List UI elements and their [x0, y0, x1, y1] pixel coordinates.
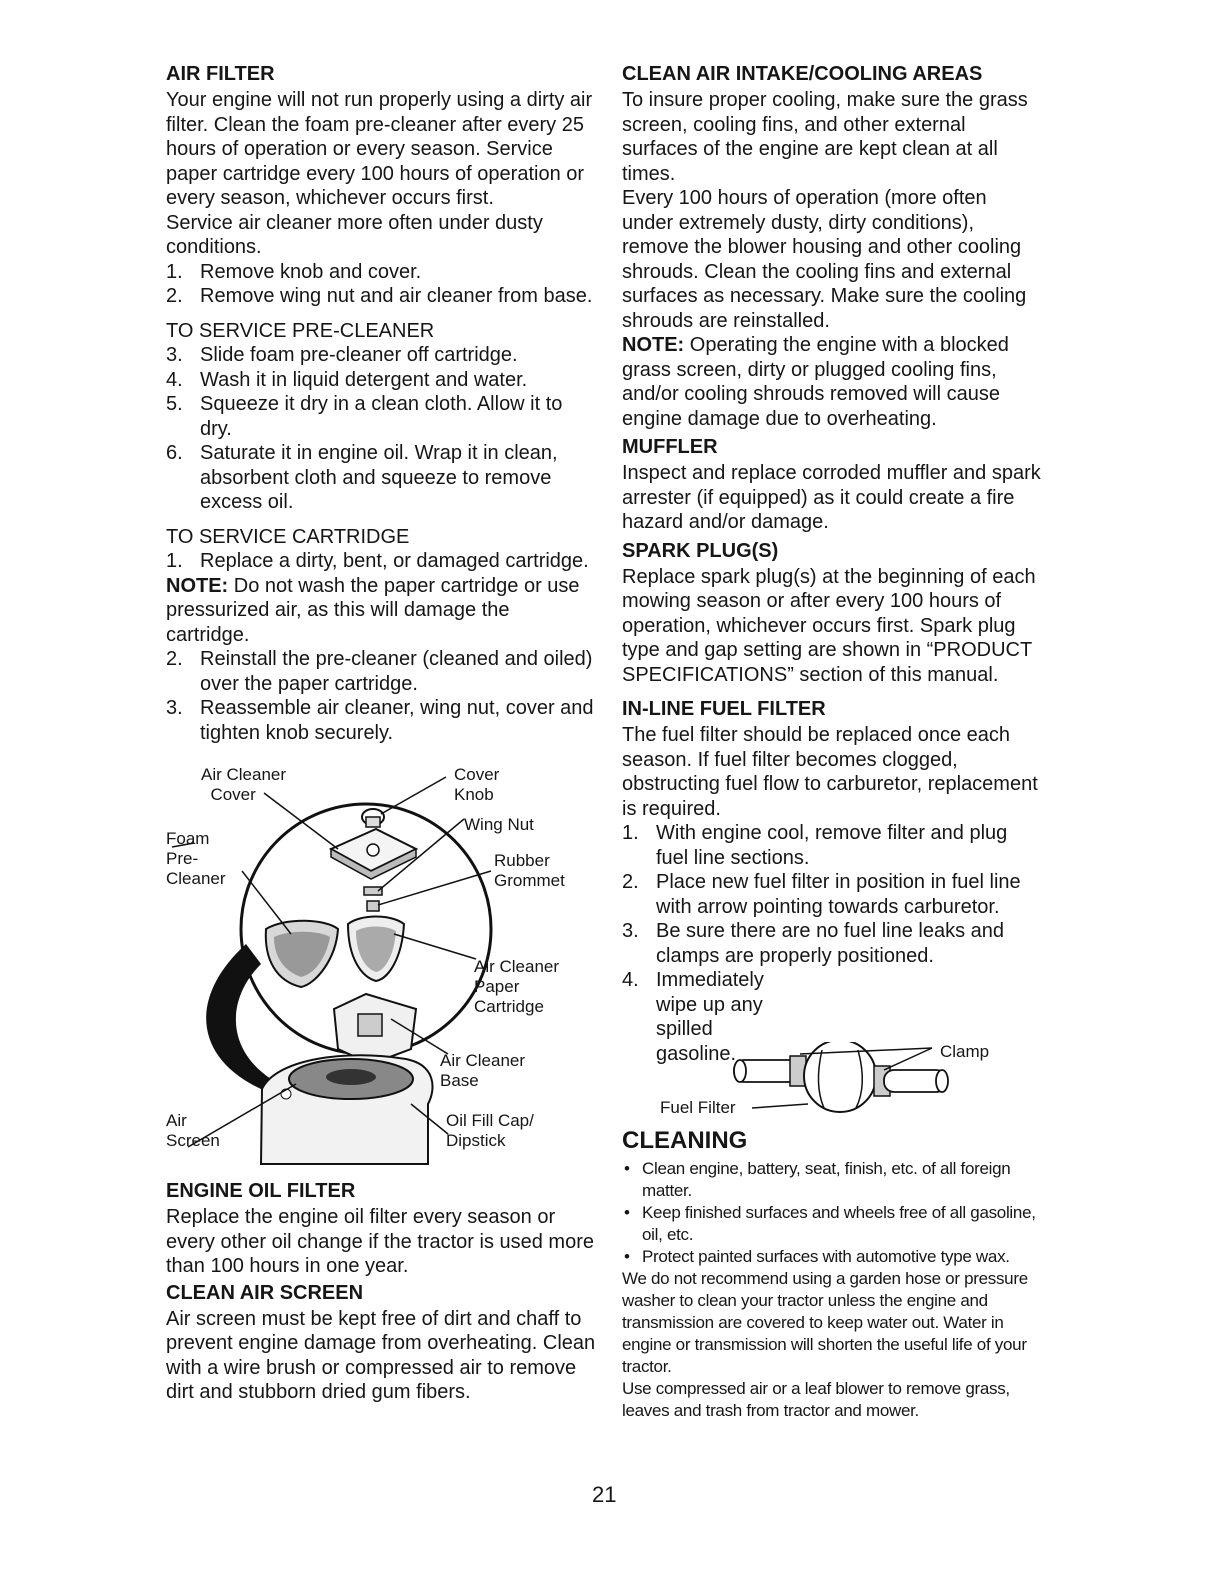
list-item: 1. Remove knob and cover. — [166, 260, 422, 283]
list-item: • Protect painted surfaces with automotive type wax. — [624, 1247, 1010, 1266]
muffler-heading: MUFFLER — [622, 436, 718, 458]
air-filter-steps — [166, 260, 596, 309]
list-item: • Keep finished surfaces and wheels free of all gasoline, oil, etc. — [624, 1203, 1036, 1244]
list-item: 2. Place new fuel filter in position in fuel line with arrow pointing towards carburetor. — [622, 871, 1021, 918]
list-item: 2. Reinstall the pre-cleaner (cleaned and oiled) over the paper cartridge. — [166, 648, 593, 695]
label-air-cleaner-cover: Air Cleaner Cover — [201, 765, 287, 804]
cartridge-note: NOTE: Do not wash the paper cartridge or use pressurized air, as this will damage the cartridge. — [166, 574, 580, 646]
clean-air-intake-p1: To insure proper cooling, make sure the grass screen, cooling fins, and other external surfaces of the engine are kept clean at all times. — [622, 89, 1028, 185]
air-filter-heading: AIR FILTER — [166, 63, 275, 85]
inline-fuel-filter-text: The fuel filter should be replaced once each season. If fuel filter becomes clogged, obstructing fuel flow to carburetor, replacement is required. — [622, 724, 1038, 820]
note-label: NOTE: — [622, 334, 685, 356]
engine-oil-filter-heading: ENGINE OIL FILTER — [166, 1180, 356, 1202]
cartridge-heading: TO SERVICE CARTRIDGE — [166, 525, 410, 548]
fuel-filter-steps — [622, 821, 1042, 1066]
clean-air-screen-text: Air screen must be kept free of dirt and chaff to prevent engine damage from overheating. Clean with a wire brush or compressed air to remove dirt and stubborn dried gum fibers. — [166, 1307, 596, 1403]
muffler-text: Inspect and replace corroded muffler and spark arrester (if equipped) as it could create a fire hazard and/or damage. — [622, 462, 1041, 533]
label-fuel-filter: Fuel Filter — [660, 1098, 736, 1117]
note-label: NOTE: — [166, 574, 229, 597]
air-filter-intro: Your engine will not run properly using a dirty air filter. Clean the foam pre-cleaner after every 25 hours of operation or every season. Service paper cartridge every 100 hours of operation or every season, whichever occurs first. — [166, 89, 593, 209]
label-air-cleaner-base: Air Cleaner Base — [440, 1051, 526, 1090]
label-foam-pre-cleaner: Foam Pre- Cleaner — [166, 829, 226, 888]
clean-air-intake-note: NOTE: Operating the engine with a blocked grass screen, dirty or plugged cooling fins, and/or cooling shrouds removed will cause engine damage due to overheating. — [622, 334, 1009, 430]
spark-plugs-text: Replace spark plug(s) at the beginning of each mowing season or after every 100 hours of operation, whichever occurs first. Spark plug type and gap setting are shown in “PRODUCT SPECIFICATIONS” section of this manual. — [622, 565, 1036, 686]
cleaning-p2: Use compressed air or a leaf blower to remove grass, leaves and trash from tractor and mower. — [622, 1379, 1010, 1420]
spark-plugs-heading: SPARK PLUG(S) — [622, 539, 779, 562]
inline-fuel-filter-heading: IN-LINE FUEL FILTER — [622, 698, 826, 720]
left-column — [166, 62, 596, 1405]
list-item: 3. Slide foam pre-cleaner off cartridge. — [166, 344, 518, 366]
engine-oil-filter-text: Replace the engine oil filter every season or every other oil change if the tractor is used more than 100 hours in one year. — [166, 1206, 594, 1277]
clean-air-screen-heading: CLEAN AIR SCREEN — [166, 1281, 364, 1304]
fuel-filter-diagram — [622, 1042, 1042, 1120]
pre-cleaner-heading: TO SERVICE PRE-CLEANER — [166, 319, 435, 342]
label-cover-knob: Cover Knob — [454, 765, 500, 804]
label-air-screen: Air Screen — [166, 1111, 220, 1150]
air-cleaner-diagram — [166, 759, 596, 1169]
cartridge-steps-2 — [166, 647, 596, 745]
cleaning-heading: CLEANING — [622, 1127, 748, 1154]
page-number: 21 — [592, 1482, 617, 1507]
list-item: 1. Replace a dirty, bent, or damaged cartridge. — [166, 550, 589, 572]
cleaning-bullets — [622, 1158, 1042, 1268]
label-clamp: Clamp — [940, 1042, 990, 1061]
pre-cleaner-steps — [166, 343, 596, 515]
list-item: 6. Saturate it in engine oil. Wrap it in clean, absorbent cloth and squeeze to remove excess oil. — [166, 442, 558, 513]
label-air-cleaner-paper-cartridge: Air Cleaner Paper Cartridge — [474, 957, 560, 1016]
label-wing-nut: Wing Nut — [464, 815, 534, 834]
list-item: 5. Squeeze it dry in a clean cloth. Allow it to dry. — [166, 393, 563, 440]
list-item: 3. Be sure there are no fuel line leaks and clamps are properly positioned. — [622, 920, 1004, 967]
clean-air-intake-heading: CLEAN AIR INTAKE/COOLING AREAS — [622, 63, 983, 85]
air-filter-intro-2: Service air cleaner more often under dusty conditions. — [166, 211, 543, 258]
list-item: 3. Reassemble air cleaner, wing nut, cover and tighten knob securely. — [166, 697, 594, 744]
clean-air-intake-p2: Every 100 hours of operation (more often under extremely dusty, dirty conditions), remove the blower housing and other cooling shrouds. Clean the cooling fins and external surfaces as necessary. Make sure the cooling shrouds are reinstalled. — [622, 187, 1027, 332]
cleaning-p1: We do not recommend using a garden hose or pressure washer to clean your tractor unless the engine and transmission are covered to keep water out. Water in engine or transmission will shorten the useful life of your tractor. — [622, 1269, 1028, 1376]
cartridge-step-1 — [166, 549, 596, 574]
list-item: 4. Wash it in liquid detergent and water. — [166, 368, 528, 391]
list-item: • Clean engine, battery, seat, finish, etc. of all foreign matter. — [624, 1159, 1011, 1200]
list-item: 4. Immediately wipe up any spilled gasoline. — [622, 969, 764, 1065]
list-item: 2. Remove wing nut and air cleaner from base. — [166, 285, 593, 307]
label-rubber-grommet: Rubber Grommet — [494, 851, 565, 890]
right-column — [622, 62, 1042, 1422]
list-item: 1. With engine cool, remove filter and plug fuel line sections. — [622, 822, 1008, 869]
label-oil-fill-cap: Oil Fill Cap/ Dipstick — [446, 1111, 534, 1150]
